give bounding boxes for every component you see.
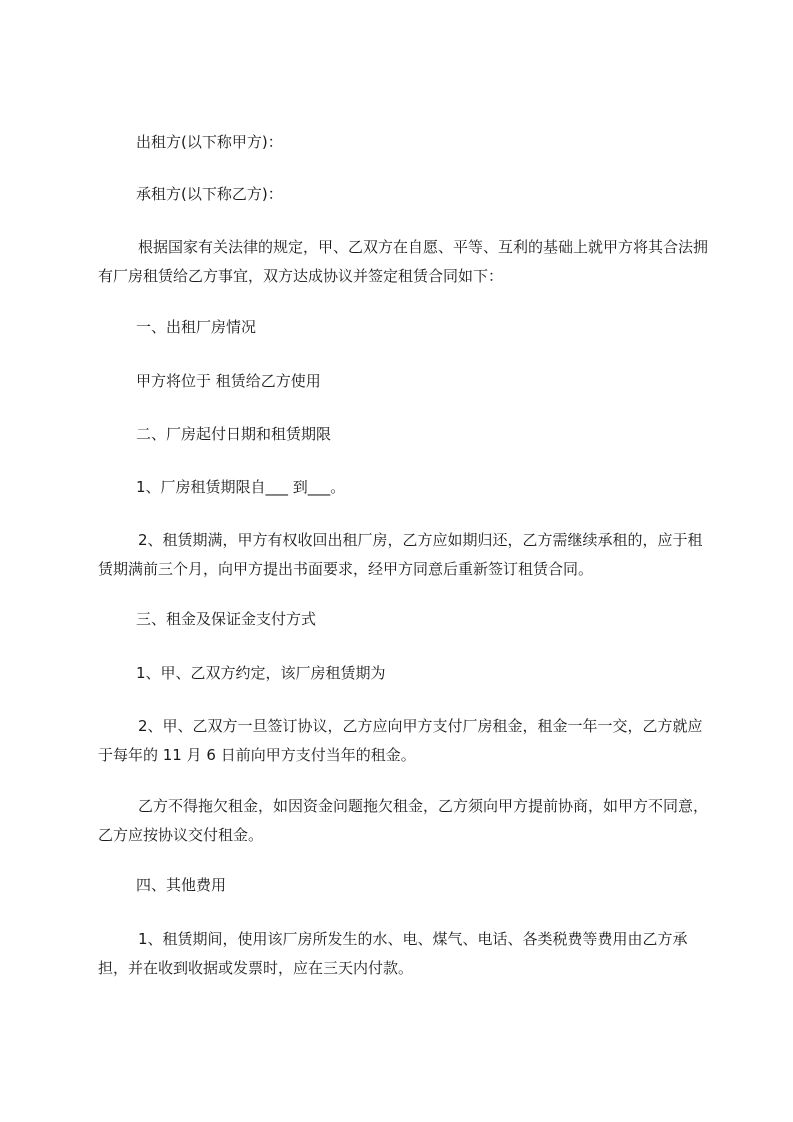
section-2-item-1: 1、厂房租赁期限自___ 到___。	[136, 478, 346, 496]
lessor-line: 出租方(以下称甲方)：	[136, 133, 283, 151]
section-3-heading: 三、租金及保证金支付方式	[136, 610, 317, 628]
section-2-heading: 二、厂房起付日期和租赁期限	[136, 425, 332, 443]
section-3-note: 乙方不得拖欠租金，如因资金问题拖欠租金，乙方须向甲方提前协商，如甲方不同意，乙方应按协议交付租金。	[98, 797, 709, 844]
section-1-heading: 一、出租厂房情况	[136, 318, 257, 336]
section-3-item-2: 2、甲、乙双方一旦签订协议，乙方应向甲方支付厂房租金，租金一年一交，乙方就应于每年的 11 月 6 日前向甲方支付当年的租金。	[98, 717, 703, 764]
section-3-item-1: 1、甲、乙双方约定，该厂房租赁期为	[136, 664, 386, 682]
section-2-item-2: 2、租赁期满，甲方有权收回出租厂房，乙方应如期归还，乙方需继续承租的，应于租赁期满前三个月，向甲方提出书面要求，经甲方同意后重新签订租赁合同。	[98, 531, 703, 578]
section-1-text: 甲方将位于 租赁给乙方使用	[136, 372, 321, 390]
preamble-paragraph: 根据国家有关法律的规定，甲、乙双方在自愿、平等、互利的基础上就甲方将其合法拥有厂房租赁给乙方事宜，双方达成协议并签定租赁合同如下：	[98, 238, 709, 285]
section-4-item-1: 1、租赁期间，使用该厂房所发生的水、电、煤气、电话、各类税费等费用由乙方承担，并在收到收据或发票时，应在三天内付款。	[98, 930, 688, 977]
lessee-line: 承租方(以下称乙方)：	[136, 185, 283, 203]
section-4-heading: 四、其他费用	[136, 876, 227, 894]
